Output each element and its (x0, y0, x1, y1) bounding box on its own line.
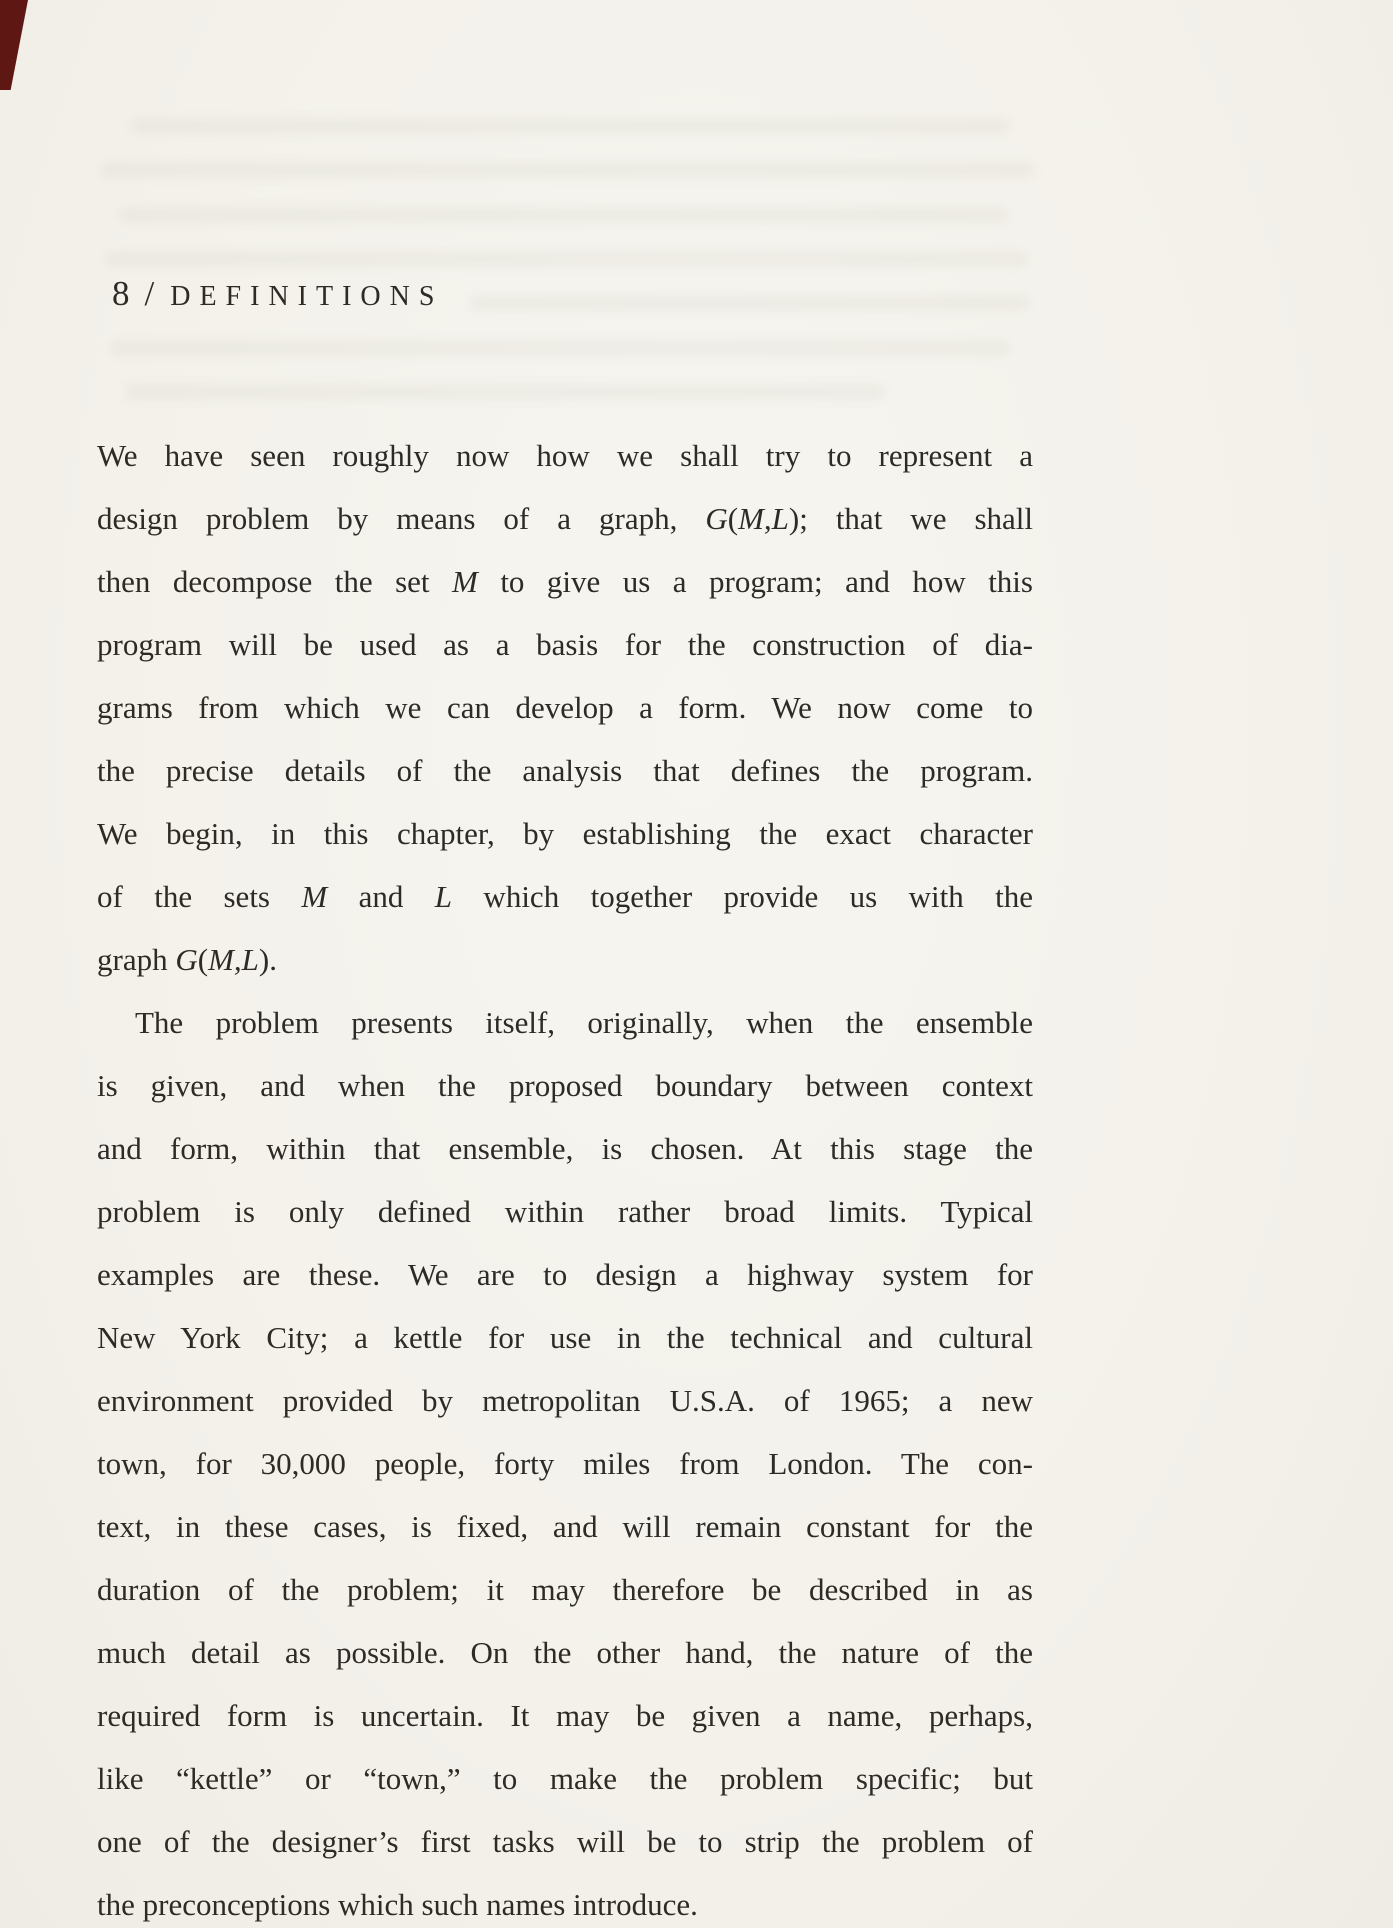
show-through-artifact (470, 295, 1030, 311)
show-through-artifact (104, 251, 1029, 267)
text-line: We begin, in this chapter, by establishing the exact character (97, 816, 1033, 851)
show-through-artifact (125, 384, 885, 400)
paragraph (97, 424, 1033, 991)
text-line: The problem presents itself, originally, when the ensemble (135, 1005, 1033, 1040)
text-line: required form is uncertain. It may be given a name, perhaps, (97, 1698, 1033, 1733)
text-line: is given, and when the proposed boundary between context (97, 1068, 1033, 1103)
text-line: and form, within that ensemble, is chosen. At this stage the (97, 1131, 1033, 1166)
text-line: text, in these cases, is fixed, and will remain constant for the (97, 1509, 1033, 1544)
text-line: town, for 30,000 people, forty miles from London. The con- (97, 1446, 1033, 1481)
text-line: examples are these. We are to design a highway system for (97, 1257, 1033, 1292)
page-header (112, 274, 443, 314)
text-line: one of the designer’s first tasks will be to strip the problem of (97, 1824, 1033, 1859)
paragraph (97, 991, 1033, 1928)
show-through-artifact (130, 118, 1010, 134)
text-line: much detail as possible. On the other hand, the nature of the (97, 1635, 1033, 1670)
text-line: the precise details of the analysis that defines the program. (97, 753, 1033, 788)
text-line: program will be used as a basis for the construction of dia- (97, 627, 1033, 662)
show-through-artifact (110, 340, 1010, 356)
page-number: 8 (112, 274, 130, 313)
show-through-artifact (118, 207, 1008, 223)
text-line: duration of the problem; it may therefore be described in as (97, 1572, 1033, 1607)
show-through-artifact (100, 162, 1035, 178)
text-line: like “kettle” or “town,” to make the problem specific; but (97, 1761, 1033, 1796)
text-line: New York City; a kettle for use in the technical and cultural (97, 1320, 1033, 1355)
text-line: the preconceptions which such names introduce. (97, 1887, 698, 1922)
body-text (97, 424, 1033, 1928)
text-line: graph G(M,L). (97, 942, 277, 977)
text-line: then decompose the set M to give us a program; and how this (97, 564, 1033, 599)
header-separator: / (144, 274, 155, 313)
text-line: environment provided by metropolitan U.S.A. of 1965; a new (97, 1383, 1033, 1418)
text-line: grams from which we can develop a form. We now come to (97, 690, 1033, 725)
text-line: design problem by means of a graph, G(M,L); that we shall (97, 501, 1033, 536)
text-line: We have seen roughly now how we shall try to represent a (97, 438, 1033, 473)
text-line: problem is only defined within rather broad limits. Typical (97, 1194, 1033, 1229)
page-corner-artifact (0, 0, 28, 90)
text-line: of the sets M and L which together provide us with the (97, 879, 1033, 914)
chapter-title: DEFINITIONS (170, 281, 444, 312)
